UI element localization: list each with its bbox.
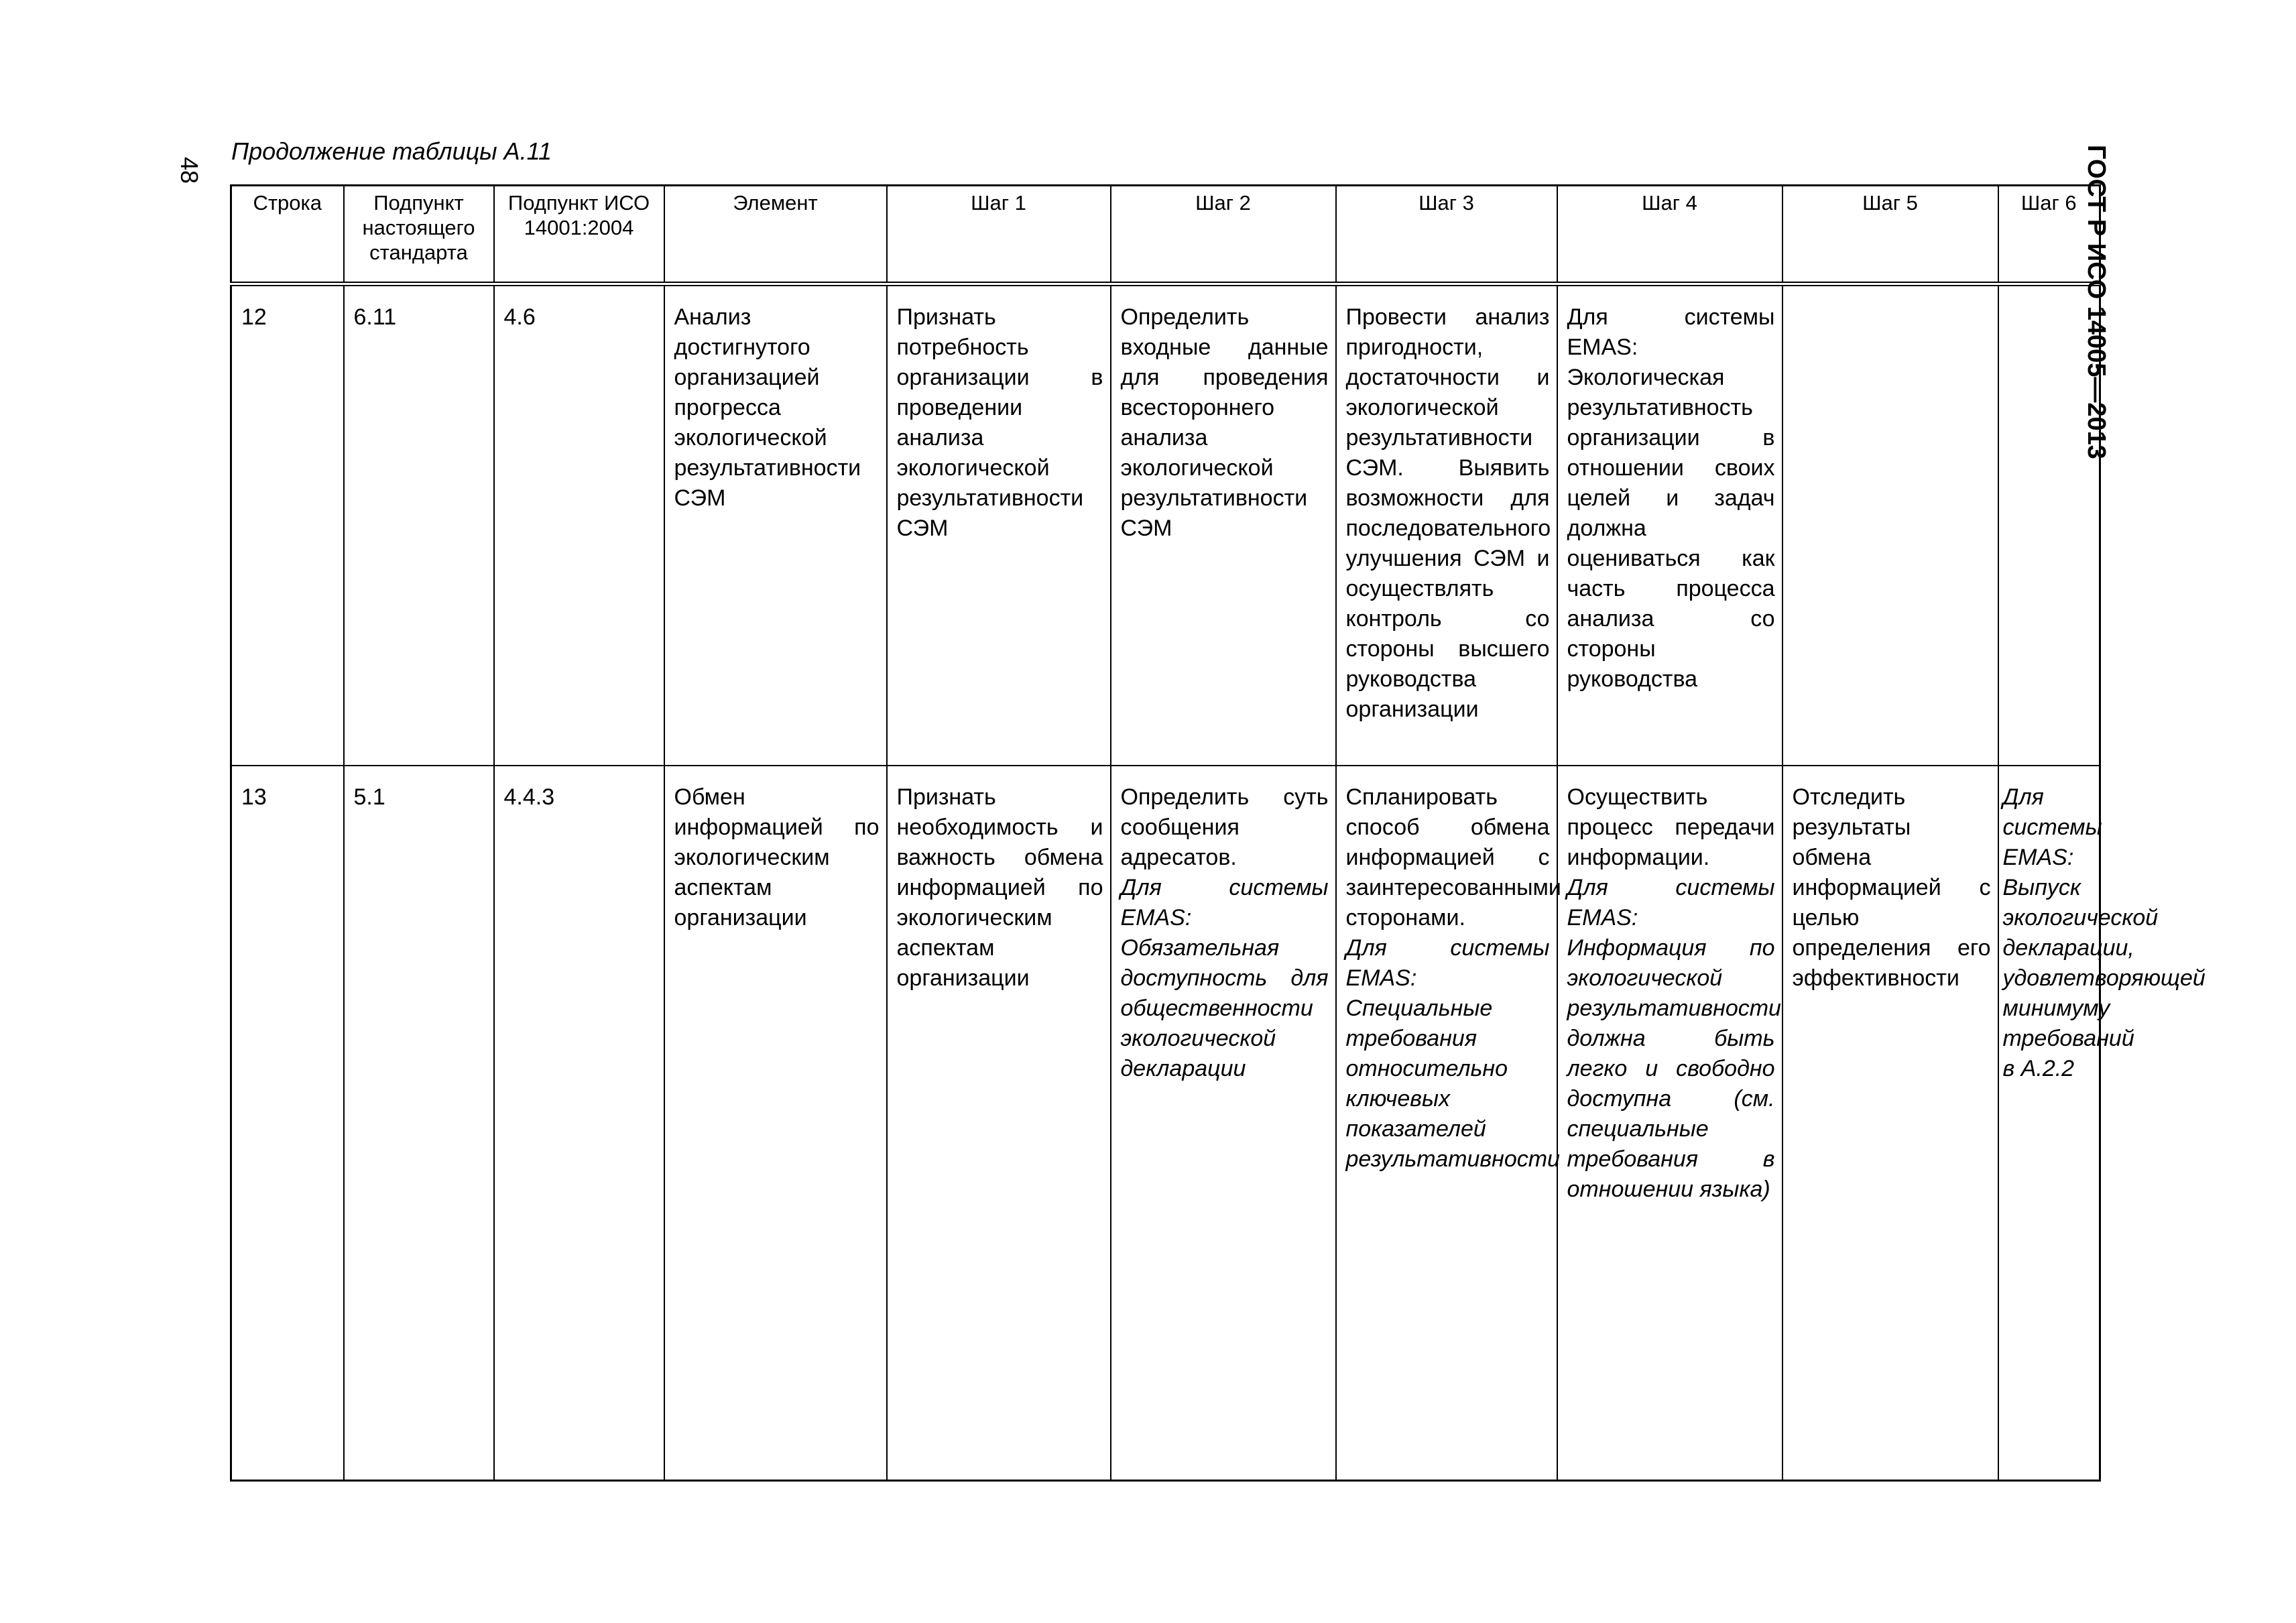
step-2-emas-note: Для системы EMAS: Обязательная доступность для общественности экологической декларации: [1120, 875, 1329, 1081]
table-caption: Продолжение таблицы А.11: [231, 137, 552, 165]
header-iso-clause: Подпункт ИСО 14001:2004: [494, 186, 664, 284]
header-step-4: Шаг 4: [1557, 186, 1783, 284]
step-2-text: Определить суть сообщения адресатов.: [1120, 784, 1329, 870]
cell-clause: 6.11: [344, 284, 494, 766]
cell-step-6: Для системы EMAS: Выпуск экологической декларации, удовлетворяющей минимуму требований в А.2.2: [1998, 766, 2100, 1481]
step-4-emas-note: Для системы EMAS: Информация по экологической результативности должна быть легко и свободно доступна (см. специальные требования в отношении языка): [1567, 875, 1781, 1202]
cell-iso-clause: 4.4.3: [494, 766, 664, 1481]
cell-step-6: [1998, 284, 2100, 766]
step-4-text: Осуществить процесс передачи информации.: [1567, 784, 1775, 870]
table-row: [231, 766, 2100, 1481]
cell-step-3: [1336, 766, 1561, 1481]
cell-clause: 5.1: [344, 766, 494, 1481]
header-row: [231, 186, 2100, 284]
cell-step-2: [1111, 766, 1336, 1481]
header-step-1: Шаг 1: [887, 186, 1111, 284]
cell-iso-clause: 4.6: [494, 284, 664, 766]
cell-element: Анализ достигнутого организацией прогресса экологической результативности СЭМ: [664, 284, 887, 766]
cell-step-3: Провести анализ пригодности, достаточности и экологической результативности СЭМ. Выявить возможности для последовательного улучшения СЭМ и осуществлять контроль со стороны высшего руководства организации: [1336, 284, 1557, 766]
cell-step-5: [1783, 284, 1998, 766]
cell-row-number: 12: [231, 284, 344, 766]
standard-designation: ГОСТ Р ИСО 14005—2013: [2082, 145, 2110, 459]
header-clause: Подпункт настоящего стандарта: [344, 186, 494, 284]
step-3-text: Спланировать способ обмена информацией с заинтересованными сторонами.: [1345, 784, 1561, 930]
table-row: [231, 284, 2100, 766]
cell-step-4: [1557, 766, 1783, 1481]
header-step-5: Шаг 5: [1783, 186, 1998, 284]
header-step-6: Шаг 6: [1998, 186, 2100, 284]
page-number: 48: [176, 156, 204, 184]
header-element: Элемент: [664, 186, 887, 284]
cell-step-1: Признать необходимость и важность обмена информацией по экологическим аспектам организации: [887, 766, 1111, 1481]
cell-step-2: Определить входные данные для проведения всестороннего анализа экологической результативности СЭМ: [1111, 284, 1336, 766]
cell-row-number: 13: [231, 766, 344, 1481]
cell-step-5: Отследить результаты обмена информацией с целью определения его эффективности: [1783, 766, 1998, 1481]
header-step-2: Шаг 2: [1111, 186, 1336, 284]
header-row-number: Строка: [231, 186, 344, 284]
table-a11: [230, 184, 2206, 1482]
cell-element: Обмен информацией по экологическим аспектам организации: [664, 766, 887, 1481]
step-3-emas-note: Для системы EMAS: Специальные требования относительно ключевых показателей результативности: [1345, 935, 1560, 1172]
cell-step-1: Признать потребность организации в проведении анализа экологической результативности СЭМ: [887, 284, 1111, 766]
cell-step-4: Для системы EMAS: Экологическая результативность организации в отношении своих целей и задач должна оцениваться как часть процесса анализа со стороны руководства: [1557, 284, 1783, 766]
header-step-3: Шаг 3: [1336, 186, 1557, 284]
